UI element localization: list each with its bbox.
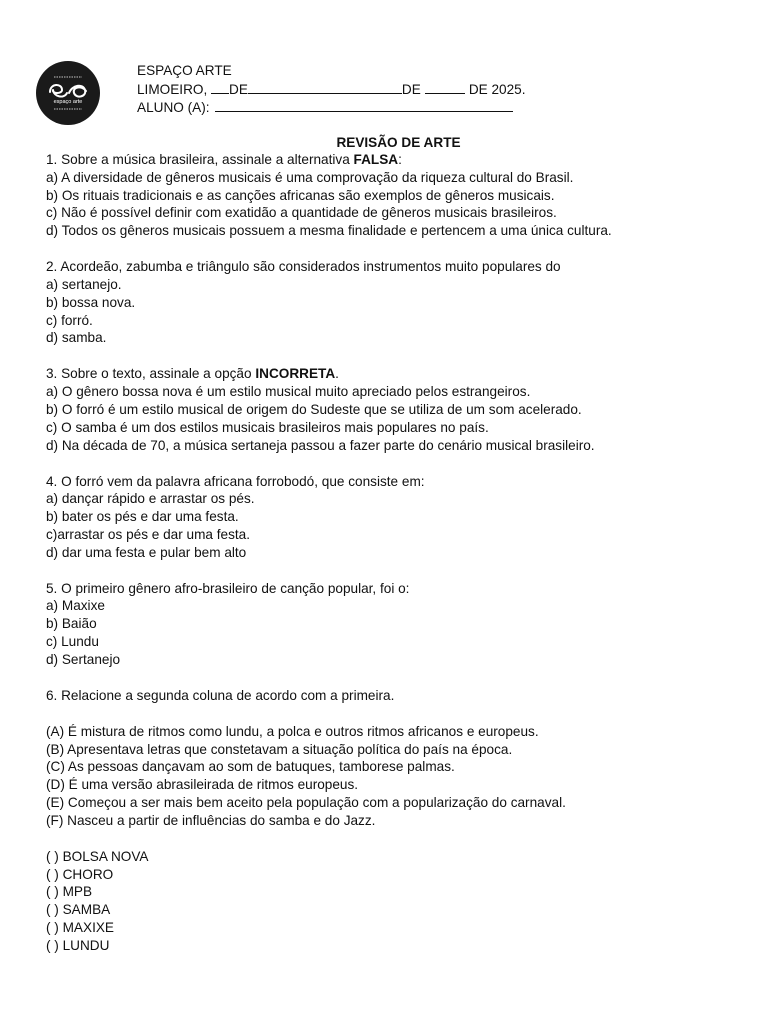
question-5-option-b[interactable]: b) Baião	[46, 616, 97, 632]
question-6-item-c: (C) As pessoas dançavam ao som de batuques, tamborese palmas.	[46, 759, 455, 775]
question-3-option-a[interactable]: a) O gênero bossa nova é um estilo musical muito apreciado pelos estrangeiros.	[46, 384, 531, 400]
svg-text:espaço arte: espaço arte	[53, 99, 83, 105]
question-4-option-c[interactable]: c)arrastar os pés e dar uma festa.	[46, 526, 250, 542]
question-6-item-e: (E) Começou a ser mais bem aceito pela população com a popularização do carnaval.	[46, 795, 566, 811]
question-4-option-a[interactable]: a) dançar rápido e arrastar os pés.	[46, 491, 255, 507]
question-6-stem: 6. Relacione a segunda coluna de acordo com a primeira.	[46, 687, 395, 703]
answer-blank-mpb[interactable]: ( ) MPB	[46, 884, 93, 900]
city-label: LIMOEIRO,	[137, 81, 212, 97]
month-blank[interactable]	[248, 80, 402, 94]
date-de-2: DE	[401, 81, 421, 97]
question-6-item-f: (F) Nasceu a partir de influências do samba e do Jazz.	[46, 812, 376, 828]
question-4-option-d[interactable]: d) dar uma festa e pular bem alto	[46, 544, 247, 560]
question-2-option-d[interactable]: d) samba.	[46, 330, 107, 346]
logo-emblem-icon	[36, 61, 100, 125]
question-1-option-b[interactable]: b) Os rituais tradicionais e as canções africanas são exemplos de gêneros musicais.	[46, 187, 555, 203]
question-6-item-d: (D) É uma versão abrasileirada de ritmos europeus.	[46, 777, 359, 793]
day2-blank[interactable]	[425, 80, 465, 94]
question-1-option-d[interactable]: d) Todos os gêneros musicais possuem a mesma finalidade e pertencem a uma única cultura.	[46, 223, 612, 239]
question-6-item-b: (B) Apresentava letras que constetavam a situação política do país na época.	[46, 741, 513, 757]
question-1-option-a[interactable]: a) A diversidade de gêneros musicais é uma comprovação da riqueza cultural do Brasil.	[46, 169, 574, 185]
question-3-stem: 3. Sobre o texto, assinale a opção INCORRETA.	[46, 366, 339, 382]
answer-blank-lundu[interactable]: ( ) LUNDU	[46, 937, 110, 953]
question-2-stem: 2. Acordeão, zabumba e triângulo são considerados instrumentos muito populares do	[46, 259, 561, 275]
question-3-option-b[interactable]: b) O forró é um estilo musical de origem do Sudeste que se utiliza de um som acelerado.	[46, 401, 582, 417]
question-2-option-c[interactable]: c) forró.	[46, 312, 93, 328]
day-blank[interactable]	[211, 80, 229, 94]
question-4-stem: 4. O forró vem da palavra africana forrobodó, que consiste em:	[46, 473, 425, 489]
question-5-stem: 5. O primeiro gênero afro-brasileiro de canção popular, foi o:	[46, 580, 410, 596]
question-5-option-a[interactable]: a) Maxixe	[46, 598, 105, 614]
question-5-option-d[interactable]: d) Sertanejo	[46, 651, 121, 667]
question-2-option-b[interactable]: b) bossa nova.	[46, 294, 136, 310]
questions	[46, 151, 746, 955]
date-year: DE 2025.	[468, 81, 526, 97]
question-3-option-c[interactable]: c) O samba é um dos estilos musicais brasileiros mais populares no país.	[46, 419, 489, 435]
question-5-option-c[interactable]: c) Lundu	[46, 634, 99, 650]
question-2-option-a[interactable]: a) sertanejo.	[46, 276, 122, 292]
answer-blank-maxixe[interactable]: ( ) MAXIXE	[46, 920, 114, 935]
question-1-stem: 1. Sobre a música brasileira, assinale a alternativa FALSA:	[46, 152, 402, 167]
page-title: REVISÃO DE ARTE	[336, 135, 461, 150]
school-logo	[36, 61, 100, 125]
question-6-item-a: (A) É mistura de ritmos como lundu, a polca e outros ritmos africanos e europeus.	[46, 723, 539, 739]
answer-blank-choro[interactable]: ( ) CHORO	[46, 866, 114, 882]
question-3-option-d[interactable]: d) Na década de 70, a música sertaneja passou a fazer parte do cenário musical brasileiro.	[46, 437, 595, 453]
school-name: ESPAÇO ARTE	[137, 63, 232, 78]
header-info	[137, 62, 526, 115]
student-name-blank[interactable]	[215, 98, 513, 112]
student-label: ALUNO (A):	[137, 99, 210, 115]
student-line	[137, 98, 526, 116]
answer-blank-samba[interactable]: ( ) SAMBA	[46, 902, 111, 918]
date-de-1: DE	[229, 81, 248, 97]
date-line	[137, 80, 526, 98]
question-1-option-c[interactable]: c) Não é possível definir com exatidão a quantidade de gêneros musicais brasileiros.	[46, 205, 557, 221]
question-4-option-b[interactable]: b) bater os pés e dar uma festa.	[46, 509, 239, 525]
answer-blank-bolsa-nova[interactable]: ( ) BOLSA NOVA	[46, 848, 149, 864]
